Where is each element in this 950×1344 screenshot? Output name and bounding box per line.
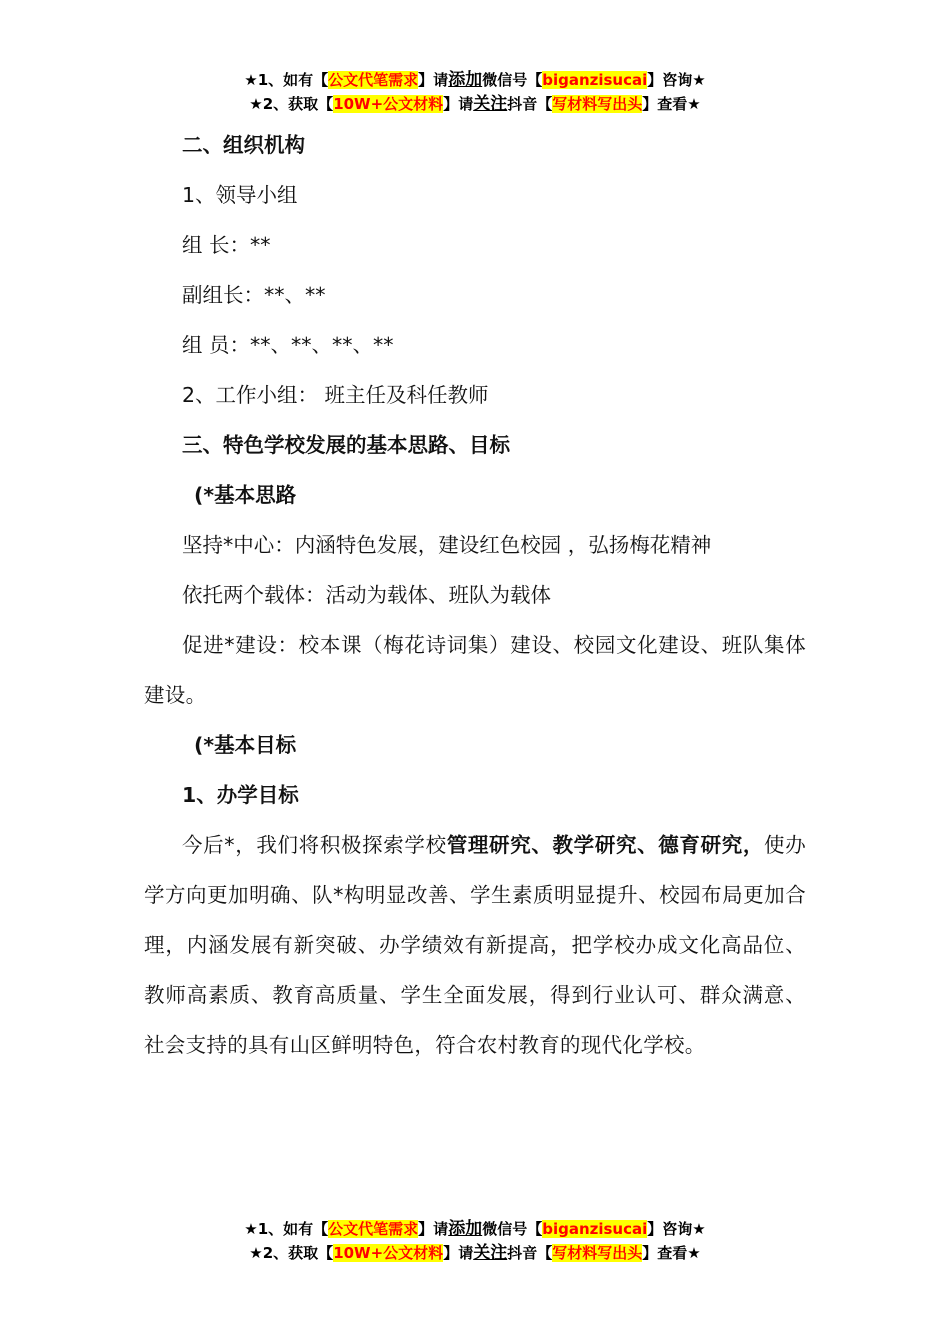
banner-highlight: 公文代笔需求 xyxy=(328,1220,419,1238)
banner-highlight: biganzisucai xyxy=(542,71,648,89)
subsection-heading: 1、办学目标 xyxy=(182,783,299,807)
banner-text: 】请 xyxy=(418,1220,449,1238)
paragraph: 组 长：** xyxy=(182,233,271,257)
banner-line-2 xyxy=(0,1241,950,1265)
banner-text: ★2、获取【 xyxy=(249,1244,334,1262)
paragraph-text: 今后*，我们将积极探索学校 xyxy=(182,833,447,857)
banner-text: 微信号【 xyxy=(482,71,543,89)
paragraph: 2、工作小组： 班主任及科任教师 xyxy=(182,383,489,407)
banner-underlined: 关注 xyxy=(473,1243,508,1263)
banner-underlined: 添加 xyxy=(448,1219,483,1239)
subsection-heading: (*基本目标 xyxy=(194,733,297,757)
banner-text: 抖音【 xyxy=(507,1244,553,1262)
paragraph: 1、领导小组 xyxy=(182,183,298,207)
section-heading: 二、组织机构 xyxy=(182,133,305,157)
banner-text: 微信号【 xyxy=(482,1220,543,1238)
banner-text: 】咨询★ xyxy=(647,71,706,89)
subsection-heading: (*基本思路 xyxy=(194,483,297,507)
section-heading: 三、特色学校发展的基本思路、目标 xyxy=(182,433,510,457)
banner-text: 】查看★ xyxy=(642,1244,701,1262)
banner-text: 抖音【 xyxy=(507,95,553,113)
paragraph: 组 员：**、**、**、** xyxy=(182,333,394,357)
banner-line-1 xyxy=(0,68,950,92)
paragraph: 坚持*中心：内涵特色发展，建设红色校园 ，弘扬梅花精神 xyxy=(182,533,712,557)
banner-text: ★1、如有【 xyxy=(244,71,329,89)
footer-banner xyxy=(0,1217,950,1265)
banner-text: 】请 xyxy=(443,95,474,113)
banner-text: 】请 xyxy=(418,71,449,89)
banner-underlined: 关注 xyxy=(473,94,508,114)
paragraph: 副组长：**、** xyxy=(182,283,326,307)
banner-text: 】查看★ xyxy=(642,95,701,113)
paragraph-text: 使办学方向更加明确、队*构明显改善、学生素质明显提升、校园布局更加合理，内涵发展有新突破、办学绩效有新提高，把学校办成文化高品位、教师高素质、教育高质量、学生全面发展，得到行业认可、群众满意、社会支持的具有山区鲜明特色，符合农村教育的现代化学校。 xyxy=(144,833,806,1057)
banner-line-1 xyxy=(0,1217,950,1241)
banner-text: ★2、获取【 xyxy=(249,95,334,113)
paragraph xyxy=(144,820,806,1070)
paragraph: 促进*建设：校本课（梅花诗词集）建设、校园文化建设、班队集体建设。 xyxy=(144,633,806,707)
paragraph: 依托两个载体：活动为载体、班队为载体 xyxy=(182,583,551,607)
banner-text: 】请 xyxy=(443,1244,474,1262)
banner-text: ★1、如有【 xyxy=(244,1220,329,1238)
header-banner xyxy=(0,68,950,116)
banner-highlight: 写材料写出头 xyxy=(552,95,643,113)
banner-highlight: biganzisucai xyxy=(542,1220,648,1238)
banner-highlight: 公文代笔需求 xyxy=(328,71,419,89)
paragraph-bold-text: 管理研究、教学研究、德育研究， xyxy=(446,833,765,857)
banner-highlight: 写材料写出头 xyxy=(552,1244,643,1262)
banner-highlight: 10W+公文材料 xyxy=(333,1244,444,1262)
banner-line-2 xyxy=(0,92,950,116)
banner-underlined: 添加 xyxy=(448,70,483,90)
document-body xyxy=(144,120,806,1070)
banner-highlight: 10W+公文材料 xyxy=(333,95,444,113)
banner-text: 】咨询★ xyxy=(647,1220,706,1238)
